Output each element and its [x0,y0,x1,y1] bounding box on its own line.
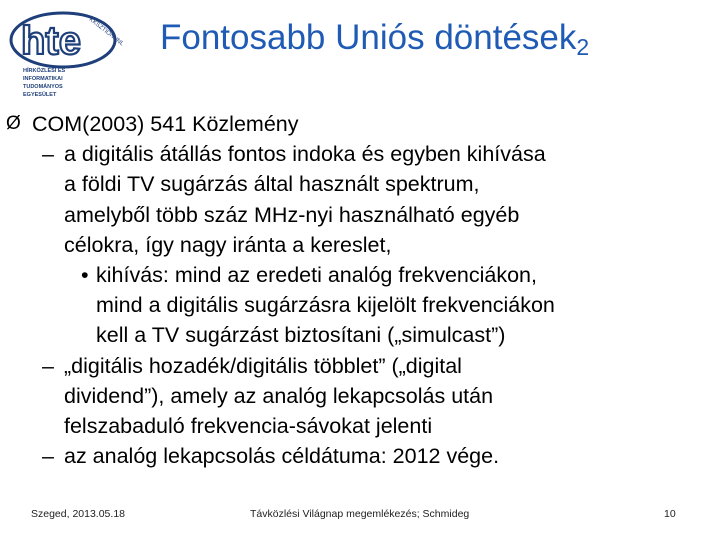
text-line: felszabaduló frekvencia-sávokat jelenti [64,414,433,439]
bullet-marker: • [81,263,89,288]
slide-body [0,109,720,471]
logo-org-line-2: INFORMATIKAI [23,76,63,82]
bullet-item [0,260,720,351]
dash-item-1 [0,139,720,260]
text-line: a digitális átállás fontos indoka és egyben kihívása [64,142,546,167]
dash-marker: – [42,444,54,469]
slide-title [160,18,700,58]
dash-item-2-text [64,354,493,438]
logo-lettering: hte [21,19,81,63]
dash-item-3-text: az analóg lekapcsolás céldátuma: 2012 vége. [64,444,500,469]
slide-title-text: Fontosabb Uniós döntések [160,18,577,57]
bullet-item-text [96,263,555,347]
dash-marker: – [42,142,54,167]
logo-org-line-3: TUDOMÁNYOS [23,84,63,90]
arrow-bullet-icon: Ø [6,113,21,134]
page-number: 10 [664,508,676,520]
text-line: célokra, így nagy iránta a kereslet, [64,232,392,257]
text-line: dividend”), amely az analóg lekapcsolás után [64,383,494,408]
text-line: kihívás: mind az eredeti analóg frekvenciákon, [96,263,537,288]
slide-title-subscript: 2 [576,34,590,60]
text-line: mind a digitális sugárzásra kijelölt frekvenciákon [96,293,555,318]
level1-item [0,109,720,139]
text-line: kell a TV sugárzást biztosítani („simulcast”) [96,323,506,348]
text-line: amelyből több száz MHz-nyi használható egyéb [64,202,520,227]
footer-date: Szeged, 2013.05.18 [31,508,125,520]
hte-logo [5,6,127,102]
dash-item-2 [0,351,720,442]
text-line: „digitális hozadék/digitális többlet” („digital [64,353,462,378]
logo-side-text: KKSZTIÖNNNL [87,16,125,48]
dash-item-1-text [64,142,546,257]
logo-org-line-1: HÍRKÖZLÉSI ÉS [23,68,66,74]
logo-org-line-4: EGYESÜLET [23,92,57,98]
dash-marker: – [42,353,54,378]
footer-center-text: Távközlési Világnap megemlékezés; Schmideg [250,508,470,520]
level1-text: COM(2003) 541 Közlemény [32,112,299,136]
dash-item-3 [0,441,720,471]
text-line: a földi TV sugárzás által használt spektrum, [64,172,480,197]
